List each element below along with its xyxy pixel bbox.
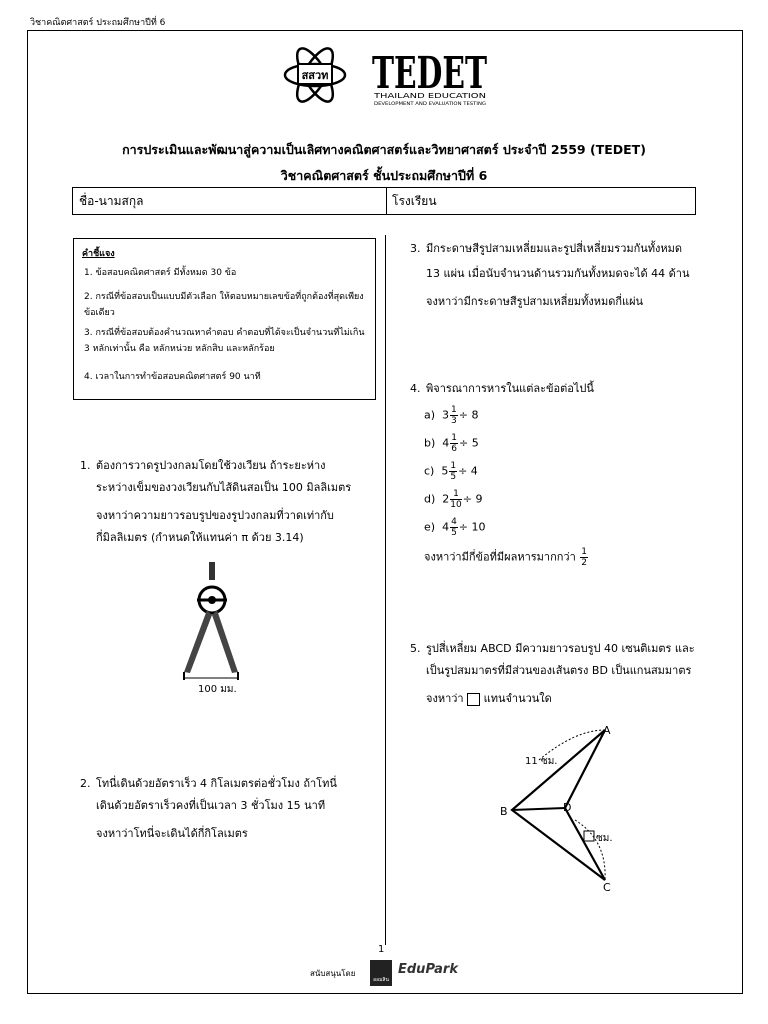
column-divider [385,235,386,945]
instruction-item: 1. ข้อสอบคณิตศาสตร์ มีทั้งหมด 30 ข้อ [84,268,237,278]
answer-box [467,693,480,706]
question-5: 5. รูปสี่เหลี่ยม ABCD มีความยาวรอบรูป 40 เซนติเมตร และ เป็นรูปสมมาตรที่มีส่วนของเส้นตรง BD เป็นแกนสมมาตร จงหาว่า แทนจำนวนใด [410,642,695,705]
vertex-b-label: B [500,805,508,818]
vertex-d-label: D [563,801,572,814]
exam-title: การประเมินและพัฒนาสู่ความเป็นเลิศทางคณิตศาสตร์และวิทยาศาสตร์ ประจำปี 2559 (TEDET) [122,142,646,157]
q4-option-a: a) 3 $\frac{1}{3}$ ÷ 8 [424,405,479,426]
compass-icon [172,560,252,700]
svg-text:สสวท: สสวท [301,69,329,82]
tedet-logo [280,40,490,110]
question-3: 3. มีกระดาษสีรูปสามเหลี่ยมและรูปสี่เหลี่ยมรวมกันทั้งหมด 13 แผ่น เมื่อนับจำนวนด้านรวมกันทั้งหมดจะได้ 44 ด้าน จงหาว่ามีกระดาษสีรูปสามเหลี่ยมทั้งหมดกี่แผ่น [410,242,690,308]
running-header: วิชาคณิตศาสตร์ ประถมศึกษาปีที่ 6 [30,18,166,28]
side-ab-label: 11 ซม. [525,756,558,767]
name-field-label[interactable]: ชื่อ-นามสกุล [79,194,144,208]
instruction-item: 3. กรณีที่ข้อสอบต้องคำนวณหาคำตอบ คำตอบที่ได้จะเป็นจำนวนที่ไม่เกิน 3 หลักเท่านั้น คือ หลักหน่วย หลักสิบ และหลักร้อย [84,328,365,354]
side-dc-label: ซม. [596,833,613,844]
page-number: 1 [378,944,385,955]
svg-text:DEVELOPMENT AND EVALUATION TES: DEVELOPMENT AND EVALUATION TESTING [374,101,486,106]
question-1: 1. ต้องการวาดรูปวงกลมโดยใช้วงเวียน ถ้าระยะห่าง ระหว่างเข็มของวงเวียนกับไส้ดินสอเป็น 100 มิลลิเมตร จงหาว่าความยาวรอบรูปของรูปวงกลมที่วาดเท่ากับ กี่มิลลิเมตร (กำหนดให้แทนค่า π ด้วย 3.14) [80,459,352,544]
support-text: สนับสนุนโดย [310,969,356,978]
gsb-logo: ออมสิน [370,960,392,986]
name-school-box [72,187,696,215]
school-field-label[interactable]: โรงเรียน [392,194,437,208]
instructions-heading: คำชี้แจง [82,249,115,259]
q4-question: จงหาว่ามีกี่ข้อที่มีผลหารมากกว่า $\frac{1}{2}$ [424,547,587,568]
compass-figure [172,560,252,700]
kite-figure [495,720,625,895]
vertex-a-label: A [603,724,611,737]
instruction-item: 4. เวลาในการทำข้อสอบคณิตศาสตร์ 90 นาที [84,372,261,382]
instructions-box [73,238,376,400]
kite-shape [512,730,605,880]
emblem-icon [285,44,345,107]
instruction-item: 2. กรณีที่ข้อสอบเป็นแบบมีตัวเลือก ให้ตอบหมายเลขข้อที่ถูกต้องที่สุดเพียงข้อเดียว [84,292,364,318]
compass-measure-label: 100 มม. [198,684,237,695]
q4-option-b: b) 4 $\frac{1}{6}$ ÷ 5 [424,433,479,454]
q4-option-e: e) 4 $\frac{4}{5}$ ÷ 10 [424,517,486,538]
q4-option-c: c) 5 $\frac{1}{5}$ ÷ 4 [424,461,478,482]
q4-option-d: d) 2 $\frac{1}{10}$ ÷ 9 [424,489,483,510]
question-4: 4. พิจารณาการหารในแต่ละข้อต่อไปนี้ [410,382,594,395]
question-2: 2. โทนี่เดินด้วยอัตราเร็ว 4 กิโลเมตรต่อชั่วโมง ถ้าโทนี่ เดินด้วยอัตราเร็วคงที่เป็นเวลา 3 ชั่วโมง 15 นาที จงหาว่าโทนี่จะเดินได้กี่กิโลเมตร [80,777,337,840]
vertex-c-label: C [603,881,611,894]
exam-subtitle: วิชาคณิตศาสตร์ ชั้นประถมศึกษาปีที่ 6 [280,168,488,183]
svg-text:THAILAND EDUCATION: THAILAND EDUCATION [372,92,486,100]
edupark-logo: EduPark [398,962,458,977]
brand-text: TEDET [372,48,488,99]
